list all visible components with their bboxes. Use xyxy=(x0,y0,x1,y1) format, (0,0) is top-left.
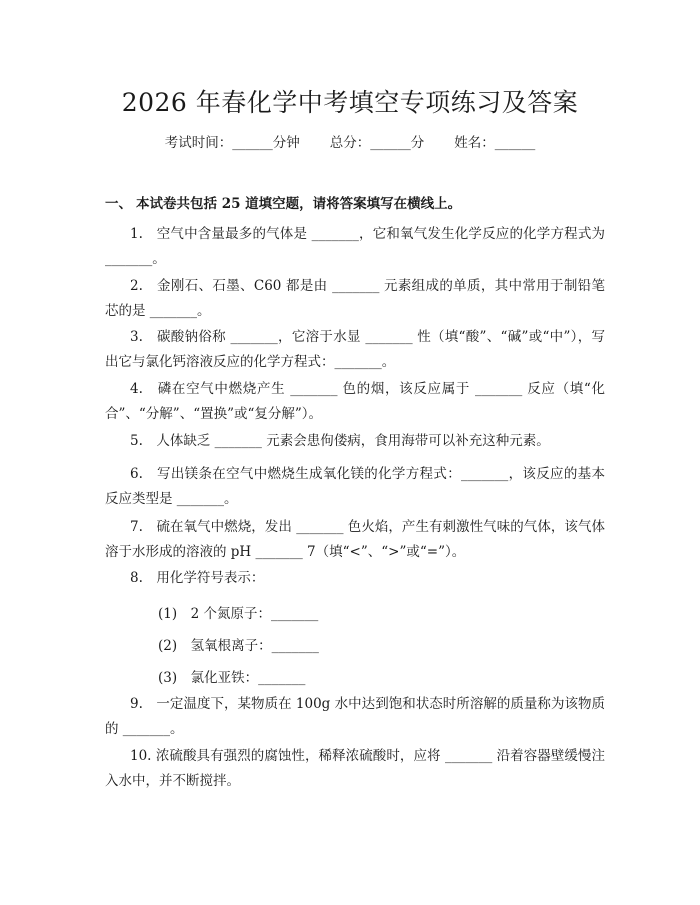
question-7: 7. 硫在氧气中燃烧，发出 _______ 色火焰，产生有刺激性气味的气体，该气体溶于水形成的溶液的 pH _______ 7（填“<”、“>”或“=”）。 xyxy=(105,519,605,560)
exam-time-field: 考试时间：______分钟 xyxy=(164,135,300,151)
question-3: 3. 碳酸钠俗称 _______，它溶于水显 _______ 性（填“酸”、“碱”或“中”），写出它与氯化钙溶液反应的化学方程式：_______。 xyxy=(105,329,605,370)
question-8-sub-3: (3) 氯化亚铁：_______ xyxy=(158,670,306,686)
question-8-sub-2: (2) 氢氧根离子：_______ xyxy=(158,638,319,654)
question-2: 2. 金刚石、石墨、C60 都是由 _______ 元素组成的单质，其中常用于制铅笔芯的是 _______。 xyxy=(105,278,605,319)
question-4: 4. 磷在空气中燃烧产生 _______ 色的烟，该反应属于 _______ 反应（填“化合”、“分解”、“置换”或“复分解”）。 xyxy=(105,381,605,422)
section-heading xyxy=(105,192,461,212)
total-score-field: 总分：______分 xyxy=(329,135,425,151)
section-number: 一、 xyxy=(105,196,132,212)
page-title: 2026 年春化学中考填空专项练习及答案 xyxy=(121,88,579,117)
question-6: 6. 写出镁条在空气中燃烧生成氧化镁的化学方程式：_______，该反应的基本反应类型是 _______。 xyxy=(105,466,605,507)
exam-info-line xyxy=(0,131,700,151)
question-1: 1. 空气中含量最多的气体是 _______，它和氧气发生化学反应的化学方程式为 _______。 xyxy=(105,226,605,267)
question-9: 9. 一定温度下，某物质在 100g 水中达到饱和状态时所溶解的质量称为该物质的 _______。 xyxy=(105,696,605,737)
section-instructions: 本试卷共包括 25 道填空题，请将答案填写在横线上。 xyxy=(136,196,462,212)
question-8: 8. 用化学符号表示： xyxy=(130,570,265,586)
student-name-field: 姓名：______ xyxy=(454,135,536,151)
question-8-sub-1: (1) 2 个氮原子：_______ xyxy=(158,606,319,622)
question-10: 10. 浓硫酸具有强烈的腐蚀性，稀释浓硫酸时，应将 _______ 沿着容器壁缓慢注入水中，并不断搅拌。 xyxy=(105,748,605,789)
question-5: 5. 人体缺乏 _______ 元素会患佝偻病，食用海带可以补充这种元素。 xyxy=(130,433,550,449)
